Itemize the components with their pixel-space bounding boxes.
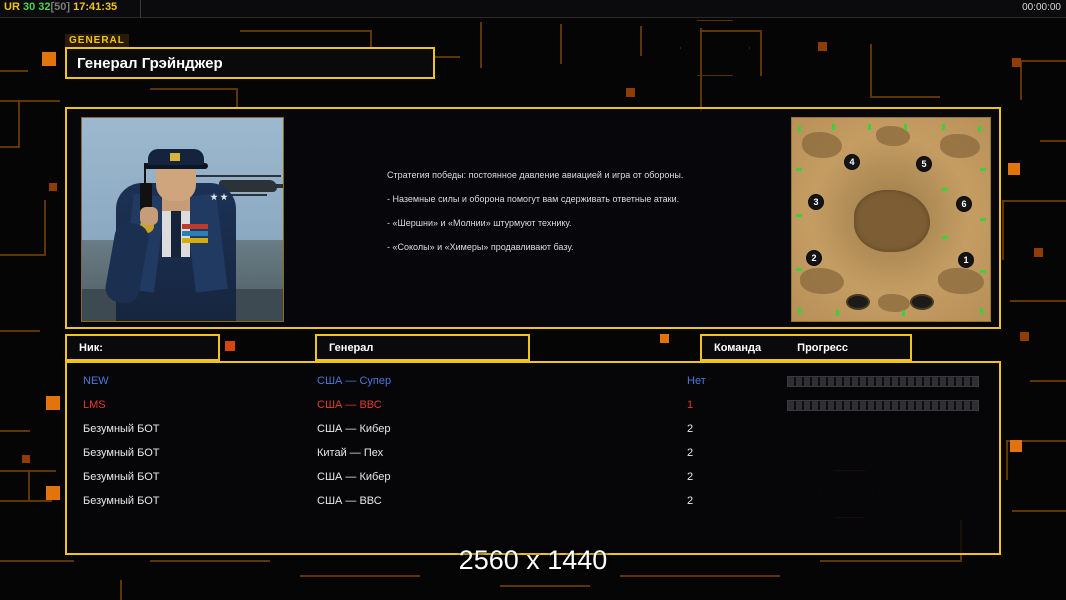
officer-ribbon-3 xyxy=(182,238,208,243)
player-team: 2 xyxy=(687,447,694,459)
player-list-panel xyxy=(65,361,1001,555)
clock: 17:41:35 xyxy=(73,1,118,13)
player-general: США — Супер xyxy=(317,375,392,387)
top-status-bar xyxy=(0,0,1066,18)
map-start-position: 6 xyxy=(956,196,972,212)
progress-bar xyxy=(787,376,979,387)
value-2: 32 xyxy=(38,1,51,13)
general-section-tag: GENERAL xyxy=(65,34,129,48)
column-header-nick xyxy=(65,334,220,361)
column-header-general xyxy=(315,334,530,361)
player-progress xyxy=(787,472,999,483)
player-progress xyxy=(787,448,999,459)
player-nick: LMS xyxy=(83,399,106,411)
radio-antenna-icon xyxy=(144,163,146,185)
table-row[interactable] xyxy=(67,465,999,489)
player-progress xyxy=(787,376,999,387)
value-3: [50] xyxy=(50,1,71,13)
officer-tie xyxy=(171,209,181,257)
player-progress xyxy=(787,496,999,507)
table-row[interactable] xyxy=(67,441,999,465)
progress-bar xyxy=(787,496,979,507)
match-timer: 00:00:00 xyxy=(1022,2,1061,13)
player-general: Китай — Пех xyxy=(317,447,384,459)
player-team: 2 xyxy=(687,471,694,483)
helicopter-skid-icon xyxy=(229,194,267,196)
map-pad xyxy=(846,294,870,310)
map-start-position: 4 xyxy=(844,154,860,170)
column-header-team-progress xyxy=(700,334,912,361)
progress-bar xyxy=(787,448,979,459)
player-nick: Безумный БОТ xyxy=(83,423,160,435)
progress-bar xyxy=(787,400,979,411)
table-row[interactable] xyxy=(67,369,999,393)
general-info-panel xyxy=(65,107,1001,329)
resolution-overlay: 2560 x 1440 xyxy=(458,545,608,575)
officer-hand xyxy=(140,207,158,225)
table-row[interactable] xyxy=(67,393,999,417)
map-center-feature xyxy=(854,190,930,252)
map-start-position: 2 xyxy=(806,250,822,266)
player-general: США — Кибер xyxy=(317,423,391,435)
player-general: США — ВВС xyxy=(317,399,382,411)
officer-hat-badge-icon xyxy=(170,153,180,161)
player-nick: Безумный БОТ xyxy=(83,447,160,459)
general-portrait xyxy=(81,117,284,322)
map-start-position: 1 xyxy=(958,252,974,268)
player-nick: Безумный БОТ xyxy=(83,495,160,507)
player-nick: Безумный БОТ xyxy=(83,471,160,483)
player-progress xyxy=(787,424,999,435)
description-line: - «Соколы» и «Химеры» продавливают базу. xyxy=(387,242,574,253)
map-start-position: 3 xyxy=(808,194,824,210)
player-team: 1 xyxy=(687,399,694,411)
resource-readout xyxy=(4,1,117,13)
officer-ribbon-1 xyxy=(182,224,208,229)
column-header-general-label: Генерал xyxy=(329,341,374,354)
map-pad xyxy=(910,294,934,310)
table-row[interactable] xyxy=(67,417,999,441)
description-line: - «Шершни» и «Молнии» штурмуют технику. xyxy=(387,218,572,229)
description-line: Стратегия победы: постоянное давление авиацией и игра от обороны. xyxy=(387,170,684,180)
general-name-box[interactable] xyxy=(65,47,435,79)
topbar-divider xyxy=(140,0,141,18)
header-marker xyxy=(225,341,235,351)
progress-bar xyxy=(787,472,979,483)
helicopter-rotor-icon xyxy=(189,175,281,177)
player-general: США — Кибер xyxy=(317,471,391,483)
progress-bar xyxy=(787,424,979,435)
map-start-position: 5 xyxy=(916,156,932,172)
value-1: 30 xyxy=(22,1,36,13)
map-preview[interactable] xyxy=(791,117,991,322)
officer-ribbon-2 xyxy=(182,231,208,236)
column-header-progress-label: Прогресс xyxy=(797,341,849,354)
description-line: - Наземные силы и оборона помогут вам сдерживать ответные атаки. xyxy=(387,194,680,205)
player-nick: NEW xyxy=(83,375,109,387)
player-team: 2 xyxy=(687,495,694,507)
general-name-label: Генерал Грэйнджер xyxy=(77,54,223,72)
helicopter-tail-icon xyxy=(259,184,284,188)
strategy-description xyxy=(387,169,707,265)
table-row[interactable] xyxy=(67,489,999,513)
player-general: США — ВВС xyxy=(317,495,382,507)
ur-label: UR xyxy=(4,1,20,13)
column-header-nick-label: Ник: xyxy=(79,341,103,354)
column-header-team-label: Команда xyxy=(714,341,762,354)
player-progress xyxy=(787,400,999,411)
player-team: Нет xyxy=(687,375,706,387)
player-team: 2 xyxy=(687,423,694,435)
